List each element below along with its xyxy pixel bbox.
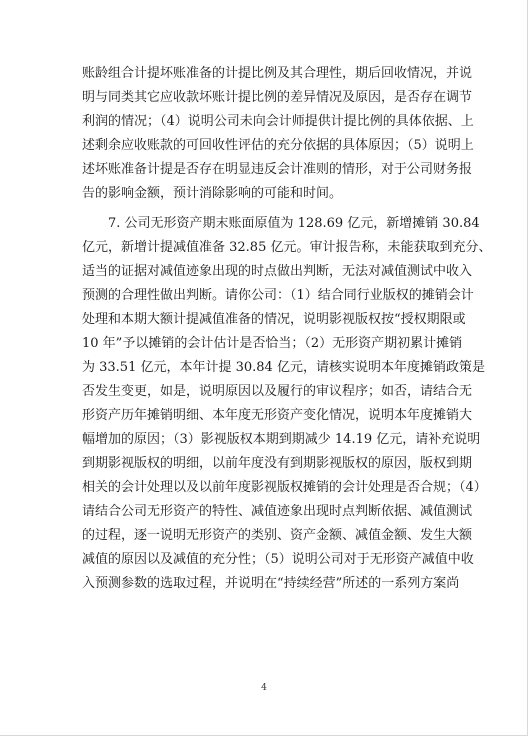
- text-line: 入预测参数的选取过程，并说明在“持续经营”所述的一系列方案尚: [82, 576, 460, 591]
- text-line: 述坏账准备计提是否存在明显违反会计准则的情形，对于公司财务报: [82, 162, 473, 177]
- text-line: 述剩余应收账款的可回收性评估的充分依据的具体原因；（5）说明上: [82, 138, 474, 153]
- text-line: 处理和本期大额计提减值准备的情况，说明影视版权按“授权期限或: [82, 312, 466, 327]
- text-line: 减值的原因以及减值的充分性；（5）说明公司对于无形资产减值中收: [82, 552, 474, 567]
- text-line: 相关的会计处理以及以前年度影视版权摊销的会计处理是否合规；（4）: [82, 480, 487, 495]
- text-line: 预测的合理性做出判断。请你公司：（1）结合同行业版权的摊销会计: [82, 288, 474, 303]
- body-text: [82, 62, 492, 596]
- text-line: 否发生变更，如是，说明原因以及履行的审议程序；如否，请结合无: [82, 384, 473, 399]
- text-line: 告的影响金额，预计消除影响的可能和时间。: [82, 186, 343, 201]
- text-line: 账龄组合计提坏账准备的计提比例及其合理性，期后回收情况，并说: [82, 66, 473, 81]
- text-line: 到期影视版权的明细，以前年度没有到期影视版权的原因，版权到期: [82, 456, 473, 471]
- text-line: 明与同类其它应收款坏账计提比例的差异情况及原因，是否存在调节: [82, 90, 473, 105]
- text-line: 形资产历年摊销明细、本年度无形资产变化情况，说明本年度摊销大: [82, 408, 473, 423]
- paragraph-2: [82, 212, 492, 596]
- text-line: 请结合公司无形资产的特性、减值迹象出现时点判断依据、减值测试: [82, 504, 473, 519]
- text-line: 利润的情况；（4）说明公司未向会计师提供计提比例的具体依据、上: [82, 114, 474, 129]
- text-line: 亿元，新增计提减值准备 32.85 亿元。审计报告称，未能获取到充分、: [82, 240, 492, 255]
- text-line: 10 年”予以摊销的会计估计是否恰当；（2）无形资产期初累计摊销: [82, 336, 463, 351]
- text-line: 幅增加的原因；（3）影视版权本期到期减少 14.19 亿元，请补充说明: [82, 432, 481, 447]
- text-line: 适当的证据对减值迹象出现的时点做出判断，无法对减值测试中收入: [82, 264, 473, 279]
- paragraph-1: [82, 62, 474, 206]
- text-line: 7. 公司无形资产期末账面原值为 128.69 亿元，新增摊销 30.84: [108, 216, 480, 231]
- text-line: 为 33.51 亿元，本年计提 30.84 亿元，请核实说明本年度摊销政策是: [82, 360, 485, 375]
- text-line: 的过程，逐一说明无形资产的类别、资产金额、减值金额、发生大额: [82, 528, 473, 543]
- page-number: 4: [261, 683, 267, 693]
